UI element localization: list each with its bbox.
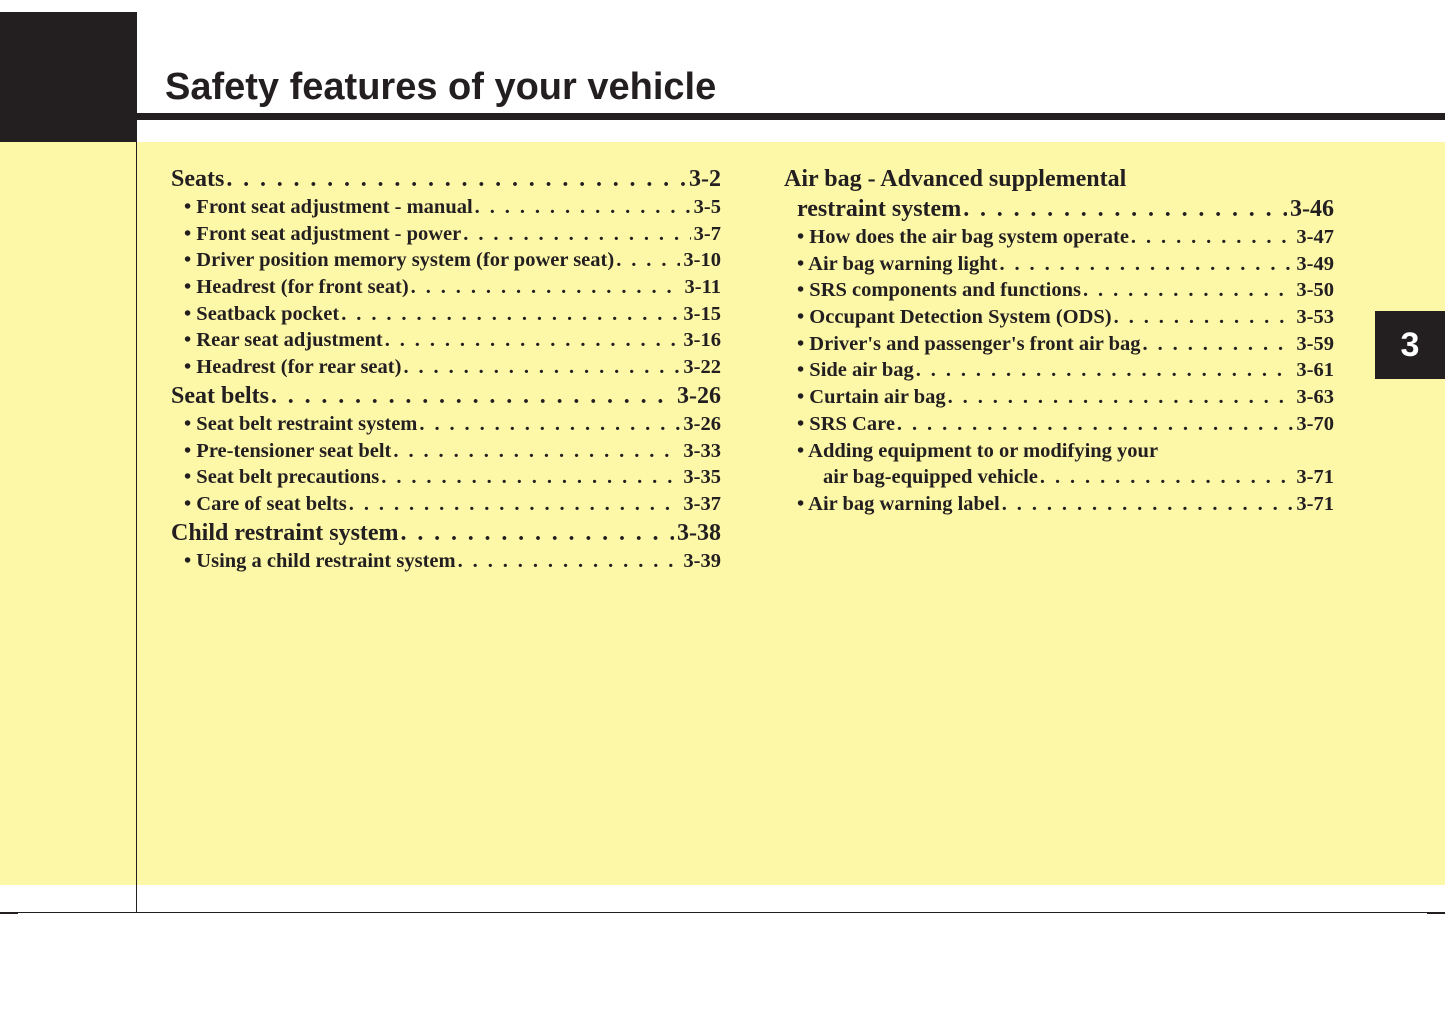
page-title: Safety features of your vehicle xyxy=(165,66,717,108)
dot-leader xyxy=(409,274,682,301)
toc-entry-label: • Driver's and passenger's front air bag xyxy=(797,332,1141,355)
toc-entry[interactable] xyxy=(784,331,1334,358)
toc-entry[interactable] xyxy=(784,164,1334,194)
toc-entry-label: • Air bag warning light xyxy=(797,252,998,275)
toc-column-right xyxy=(784,164,1334,518)
dot-leader xyxy=(1081,277,1293,304)
toc-entry[interactable] xyxy=(171,247,721,274)
crop-mark xyxy=(0,912,18,914)
toc-entry-label: restraint system xyxy=(797,196,962,222)
toc-entry-page: 3-16 xyxy=(683,329,721,352)
toc-entry-page: 3-50 xyxy=(1296,279,1334,302)
toc-entry-label: • Front seat adjustment - power xyxy=(184,222,462,245)
toc-entry[interactable] xyxy=(171,221,721,248)
toc-entry-page: 3-33 xyxy=(683,439,721,462)
toc-entry[interactable] xyxy=(784,357,1334,384)
toc-entry-label: • Headrest (for front seat) xyxy=(184,276,409,299)
toc-entry[interactable] xyxy=(171,518,721,548)
toc-entry-page: 3-26 xyxy=(683,412,721,435)
dot-leader xyxy=(399,518,674,548)
toc-entry-page: 3-15 xyxy=(683,302,721,325)
dot-leader xyxy=(1000,491,1294,518)
toc-entry-label: • Headrest (for rear seat) xyxy=(184,356,402,379)
crop-mark xyxy=(1427,912,1445,914)
toc-entry-label: • Side air bag xyxy=(797,359,914,382)
toc-entry[interactable] xyxy=(171,274,721,301)
toc-entry-label: • Seat belt precautions xyxy=(184,466,380,489)
dot-leader xyxy=(961,194,1287,224)
dot-leader xyxy=(391,438,680,465)
toc-entry-label: • Pre-tensioner seat belt xyxy=(184,439,392,462)
toc-entry[interactable] xyxy=(784,304,1334,331)
toc-entry-label: • SRS Care xyxy=(797,412,895,435)
toc-entry-label: • Curtain air bag xyxy=(797,386,946,409)
title-rule xyxy=(137,113,1445,120)
dot-leader xyxy=(339,301,680,328)
toc-entry-page: 3-70 xyxy=(1296,412,1334,435)
dot-leader xyxy=(269,381,674,411)
toc-entry[interactable] xyxy=(784,277,1334,304)
chapter-tab: 3 xyxy=(1375,311,1445,379)
toc-column-left xyxy=(171,164,721,574)
toc-entry-label: • Adding equipment to or modifying your xyxy=(797,439,1159,462)
toc-entry[interactable] xyxy=(784,438,1334,465)
dot-leader xyxy=(347,491,681,518)
dot-leader xyxy=(461,221,690,248)
toc-entry-label: • Air bag warning label xyxy=(797,492,1000,515)
toc-entry-page: 3-37 xyxy=(683,492,721,515)
toc-entry-page: 3-46 xyxy=(1290,196,1334,222)
toc-entry-page: 3-71 xyxy=(1296,492,1334,515)
toc-entry-page: 3-26 xyxy=(677,382,721,409)
toc-entry-page: 3-35 xyxy=(683,466,721,489)
dot-leader xyxy=(456,548,681,575)
toc-entry[interactable] xyxy=(171,464,721,491)
toc-entry-label: Seat belts xyxy=(171,382,269,409)
dot-leader xyxy=(946,384,1294,411)
dot-leader xyxy=(614,247,680,274)
toc-entry-page: 3-71 xyxy=(1296,466,1334,489)
toc-entry-label: air bag-equipped vehicle xyxy=(823,466,1038,489)
toc-entry-page: 3-22 xyxy=(683,356,721,379)
toc-entry-label: • Seatback pocket xyxy=(184,302,340,325)
margin-panel xyxy=(0,142,137,885)
toc-entry-label: • Occupant Detection System (ODS) xyxy=(797,306,1112,329)
toc-entry-page: 3-10 xyxy=(683,249,721,272)
toc-entry[interactable] xyxy=(171,381,721,411)
toc-entry-page: 3-7 xyxy=(693,222,721,245)
toc-entry-page: 3-11 xyxy=(684,276,721,299)
toc-entry[interactable] xyxy=(784,224,1334,251)
dot-leader xyxy=(1038,464,1294,491)
dot-leader xyxy=(417,411,680,438)
toc-entry-page: 3-49 xyxy=(1296,252,1334,275)
toc-entry-label: Seats xyxy=(171,166,225,192)
toc-entry-page: 3-63 xyxy=(1296,386,1334,409)
toc-entry[interactable] xyxy=(171,548,721,575)
margin-divider xyxy=(136,142,137,913)
toc-entry[interactable] xyxy=(784,384,1334,411)
dot-leader xyxy=(401,354,680,381)
toc-entry[interactable] xyxy=(784,491,1334,518)
toc-entry-label: Child restraint system xyxy=(171,519,399,546)
toc-entry[interactable] xyxy=(171,327,721,354)
dot-leader xyxy=(383,327,681,354)
toc-entry[interactable] xyxy=(784,251,1334,278)
toc-entry[interactable] xyxy=(784,194,1334,224)
toc-entry-label: • How does the air bag system operate xyxy=(797,226,1129,248)
dot-leader xyxy=(1112,304,1294,331)
corner-block xyxy=(0,12,137,142)
dot-leader xyxy=(473,194,691,221)
toc-entry-label: • SRS components and functions xyxy=(797,279,1081,302)
dot-leader xyxy=(895,411,1294,438)
toc-entry[interactable] xyxy=(171,354,721,381)
toc-entry-page: 3-47 xyxy=(1296,226,1334,248)
dot-leader xyxy=(997,251,1293,278)
toc-entry-page: 3-53 xyxy=(1296,306,1334,329)
toc-entry-page: 3-61 xyxy=(1296,359,1334,382)
toc-entry-label: • Using a child restraint system xyxy=(184,549,456,572)
toc-entry[interactable] xyxy=(171,411,721,438)
dot-leader xyxy=(1141,331,1294,358)
dot-leader xyxy=(914,357,1294,384)
toc-entry-label: • Rear seat adjustment xyxy=(184,329,383,352)
toc-entry-page: 3-39 xyxy=(683,549,721,572)
toc-entry-page: 3-2 xyxy=(689,166,721,192)
toc-entry-label: • Seat belt restraint system xyxy=(184,412,418,435)
toc-entry[interactable] xyxy=(171,301,721,328)
toc-entry[interactable] xyxy=(171,438,721,465)
toc-entry[interactable] xyxy=(171,194,721,221)
toc-entry[interactable] xyxy=(784,464,1334,491)
toc-entry-page: 3-38 xyxy=(677,519,721,546)
bottom-rule xyxy=(0,912,1445,913)
toc-entry[interactable] xyxy=(171,491,721,518)
dot-leader xyxy=(379,464,680,491)
toc-entry-label: Air bag - Advanced supplemental xyxy=(784,166,1127,192)
toc-entry-label: • Driver position memory system (for power seat) xyxy=(184,249,615,272)
toc-entry[interactable] xyxy=(171,164,721,194)
dot-leader xyxy=(224,164,686,194)
toc-entry[interactable] xyxy=(784,411,1334,438)
dot-leader xyxy=(1129,224,1294,251)
toc-entry-label: • Front seat adjustment - manual xyxy=(184,196,473,218)
toc-entry-page: 3-59 xyxy=(1296,332,1334,355)
toc-entry-page: 3-5 xyxy=(693,196,721,218)
toc-entry-label: • Care of seat belts xyxy=(184,492,347,515)
